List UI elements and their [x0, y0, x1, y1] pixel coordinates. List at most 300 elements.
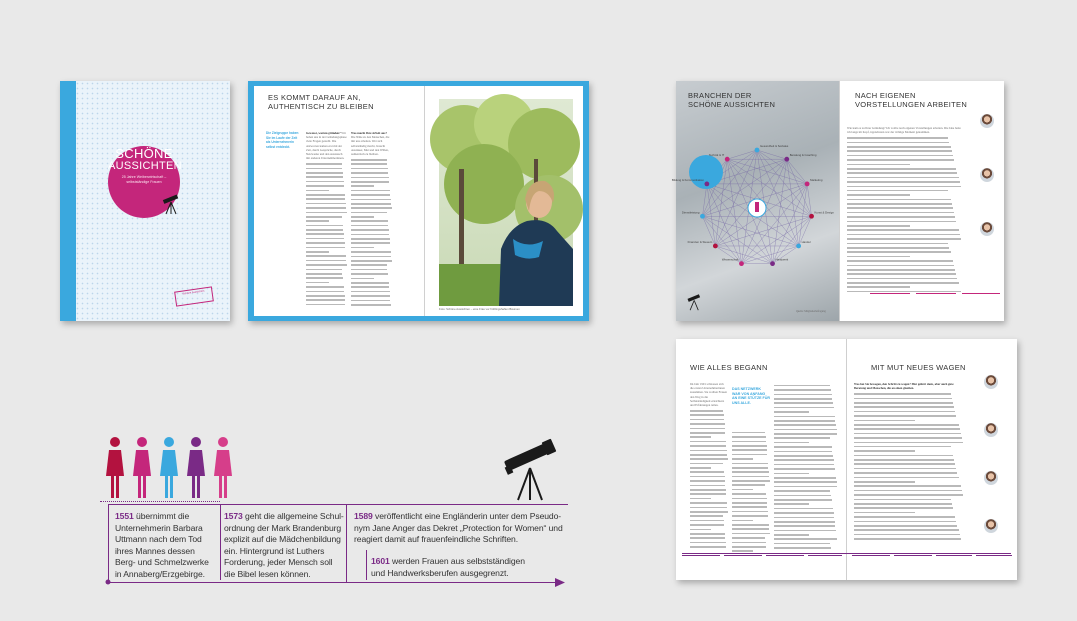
text-line	[854, 433, 961, 435]
timeline-year: 1573	[224, 511, 243, 521]
timeline-year: 1589	[354, 511, 373, 521]
text-line	[351, 159, 387, 161]
text-line	[690, 485, 725, 487]
spread2-body-lead: Wie kam es zu Ihrer Gründung? Ich wollte nach eigenen Vorstellungen arbeiten. Die Idee hatte ich lange im Kopf, irgendwann war der richtige Moment gekommen.	[847, 126, 961, 135]
text-line	[774, 464, 834, 466]
spread3-column-2	[732, 429, 770, 553]
timeline-base-axis	[108, 582, 558, 583]
text-line	[774, 490, 830, 492]
text-line	[774, 517, 834, 519]
text-line	[306, 207, 346, 209]
timeline-entry-1601	[371, 556, 571, 579]
spread2-heading-left-line-2: SCHÖNE AUSSICHTEN	[688, 99, 776, 109]
spread3-portrait-column	[966, 375, 1008, 555]
text-line	[854, 420, 915, 422]
diagram-node	[725, 157, 730, 162]
text-line	[854, 538, 961, 540]
text-line	[306, 212, 347, 214]
spread1-col2-filler	[351, 159, 392, 305]
timeline-text-line: nym Jane Anger das Dekret „Protection for Women“ und	[354, 522, 563, 533]
text-line	[690, 436, 711, 438]
text-line	[847, 190, 948, 192]
text-line	[351, 256, 391, 258]
timeline-text-line: Berg- und Schmelzwerke	[115, 557, 209, 567]
woman-figure-purple	[187, 437, 205, 498]
timeline-text-line: reagiert damit auf frauenfeindliche Schriften.	[354, 534, 519, 544]
text-line	[732, 449, 767, 451]
text-line	[847, 172, 957, 174]
text-line	[690, 480, 725, 482]
text-line	[351, 247, 374, 249]
text-line	[732, 467, 768, 469]
diagram-node-label: Dienstleistung	[681, 210, 700, 215]
text-line	[774, 385, 830, 387]
diagram-node	[704, 182, 709, 187]
text-line	[690, 520, 724, 522]
text-line	[854, 415, 956, 417]
spread1-column-2	[351, 131, 392, 307]
text-line	[732, 537, 765, 539]
text-line	[847, 238, 961, 240]
spread3-heading-left: WIE ALLES BEGANN	[690, 363, 768, 372]
text-line	[854, 490, 962, 492]
text-line	[690, 498, 711, 500]
spread-wie-alles-begann	[676, 339, 1017, 580]
text-line	[306, 247, 345, 249]
text-line	[732, 441, 766, 443]
text-line	[854, 428, 960, 430]
spread1-heading-line-2: AUTHENTISCH ZU BLEIBEN	[268, 101, 374, 111]
strip-box	[976, 555, 1012, 568]
text-line	[847, 177, 959, 179]
text-line	[306, 181, 344, 183]
strip-box	[852, 555, 890, 568]
text-line	[854, 481, 915, 483]
text-line	[732, 445, 767, 447]
text-line	[847, 168, 956, 170]
text-line	[732, 493, 766, 495]
diagram-connection	[715, 216, 811, 246]
spread1-heading	[268, 94, 388, 111]
text-line	[854, 512, 915, 514]
text-line	[306, 251, 329, 253]
text-line	[306, 198, 345, 200]
text-line	[351, 300, 390, 302]
diagram-node-label: Finanzen & Steuern	[687, 239, 713, 244]
spread2-portrait-column	[966, 114, 998, 304]
text-line	[732, 471, 769, 473]
text-line	[847, 234, 960, 236]
text-line	[847, 159, 954, 161]
text-line	[854, 393, 951, 395]
timeline-dotted-line	[100, 501, 220, 502]
text-line	[732, 498, 767, 500]
text-line	[847, 282, 959, 284]
text-line	[854, 525, 957, 527]
text-line	[774, 499, 832, 501]
text-line	[351, 203, 391, 205]
text-line	[847, 260, 953, 262]
text-line	[847, 137, 948, 139]
text-line	[774, 512, 834, 514]
timeline-marker	[108, 504, 109, 580]
text-line	[774, 508, 833, 510]
text-line	[774, 543, 830, 545]
portrait-photo	[439, 99, 573, 306]
text-line	[690, 507, 727, 509]
text-line	[847, 286, 910, 288]
text-line	[351, 234, 389, 236]
text-line	[690, 471, 724, 473]
page-fold	[424, 86, 425, 316]
diagram-node	[796, 244, 801, 249]
spread1-col2-text: Die Nähe zu den Menschen, die mit uns arbeiten. Wer sich selbstständig macht, braucht Ausdauer, Mut und den Willen, authentisch zu bleiben.	[351, 135, 390, 157]
text-line	[351, 242, 390, 244]
text-line	[306, 291, 344, 293]
text-line	[854, 503, 952, 505]
text-line	[854, 472, 957, 474]
text-line	[351, 220, 388, 222]
diagram-node	[755, 148, 760, 153]
text-line	[732, 520, 753, 522]
text-line	[847, 221, 956, 223]
brochure-cover	[60, 81, 230, 321]
portrait-avatar	[980, 222, 994, 236]
text-line	[847, 194, 910, 196]
text-line	[774, 389, 831, 391]
timeline-start-dot	[104, 578, 112, 586]
woman-figure-magenta	[214, 437, 232, 498]
text-line	[351, 185, 374, 187]
spread3-pull-quote: DAS NETZWERK WAR VON ANFANG AN EINE STÜTZE FÜR UNS ALLE.	[732, 387, 770, 405]
text-line	[351, 177, 389, 179]
spread1-intro: Die Zielgruppe haben Sie im Laufe der Zeit als Unternehmerin selbst entdeckt.	[266, 131, 299, 149]
spread3-heading-right: MIT MUT NEUES WAGEN	[871, 363, 966, 372]
text-line	[854, 424, 959, 426]
text-line	[306, 203, 346, 205]
text-line	[774, 455, 833, 457]
diagram-node	[809, 214, 814, 219]
text-line	[690, 489, 726, 491]
text-line	[351, 168, 388, 170]
timeline-text-line: ihres Mannes dessen	[115, 545, 195, 556]
text-line	[306, 260, 346, 262]
text-line	[774, 451, 832, 453]
strip-box	[894, 555, 932, 568]
text-line	[774, 459, 834, 461]
spread3-col1-filler	[690, 410, 728, 548]
text-line	[774, 437, 830, 439]
text-line	[732, 484, 765, 486]
diagram-node	[739, 261, 744, 266]
arrow-right-icon	[555, 578, 565, 587]
cover-title	[108, 147, 180, 173]
text-line	[690, 414, 724, 416]
text-line	[690, 467, 711, 469]
portrait-avatar	[984, 519, 998, 533]
spread1-heading-line-1: ES KOMMT DARAUF AN,	[268, 93, 361, 102]
text-line	[690, 524, 724, 526]
text-line	[690, 515, 723, 517]
text-line	[306, 216, 342, 218]
text-line	[854, 402, 953, 404]
text-line	[351, 190, 390, 192]
text-line	[351, 229, 389, 231]
text-line	[690, 419, 724, 421]
text-line	[306, 190, 329, 192]
text-line	[306, 238, 344, 240]
text-line	[854, 468, 956, 470]
text-line	[690, 493, 726, 495]
text-line	[351, 269, 387, 271]
text-line	[847, 212, 954, 214]
telescope-icon	[500, 438, 564, 502]
text-line	[732, 476, 769, 478]
text-line	[690, 511, 728, 513]
text-line	[306, 176, 343, 178]
text-line	[847, 269, 955, 271]
text-line	[351, 282, 389, 284]
portrait-avatar	[980, 168, 994, 182]
text-line	[351, 212, 387, 214]
text-line	[847, 186, 961, 188]
text-line	[774, 530, 836, 532]
text-line	[306, 220, 329, 222]
strip-box	[766, 555, 804, 568]
spread1-col2-lead: Was macht Ihre Arbeit aus?	[351, 131, 387, 135]
text-line	[847, 225, 910, 227]
timeline-text-line: in Annaberg/Erzgebirge.	[115, 568, 205, 579]
text-line	[690, 428, 725, 430]
text-line	[306, 269, 342, 271]
spread3-body-lead: Im Jahr 1991 schlossen sich die ersten Unternehmerinnen zusammen. Sie wollten Frauen den Weg in die Selbstständigkeit erleichtern und Erfahrungen teilen.	[690, 382, 727, 408]
spread2-heading-right	[855, 92, 975, 109]
text-line	[690, 445, 726, 447]
text-line	[732, 454, 767, 456]
text-line	[732, 489, 753, 491]
text-line	[847, 229, 959, 231]
diagram-connection	[757, 150, 787, 159]
text-line	[351, 199, 391, 201]
text-line	[854, 437, 962, 439]
text-line	[306, 242, 345, 244]
spread3-column-3	[774, 382, 838, 552]
text-line	[351, 172, 388, 174]
text-line	[306, 273, 342, 275]
diagram-node-label: Beratung & Coaching	[789, 153, 817, 158]
cover-title-line-1: SCHÖNE	[115, 146, 173, 161]
text-line	[690, 529, 711, 531]
photo-caption: Foto: Schöne Aussichten – eine Frau vor frühlingshaften Bäumen	[439, 307, 520, 311]
text-line	[690, 432, 725, 434]
text-line	[351, 194, 390, 196]
text-line	[306, 229, 343, 231]
spread1-column-1	[306, 131, 347, 307]
text-line	[351, 207, 392, 209]
text-line	[854, 455, 953, 457]
text-line	[351, 304, 391, 306]
text-line	[774, 495, 831, 497]
portrait-avatar	[984, 423, 998, 437]
timeline-entry-1589	[354, 511, 584, 546]
timeline-text-line: explizit auf die Mädchenbildung	[224, 534, 341, 544]
timeline-text-line: die Bibel lesen können.	[224, 568, 311, 579]
timeline-text-line: Unternehmerin Barbara	[115, 522, 203, 533]
timeline-text-line: Uttmann nach dem Tod	[115, 534, 202, 544]
spread2-heading-right-line-1: NACH EIGENEN	[855, 91, 916, 100]
text-line	[774, 503, 809, 505]
cover-spine-stripe	[60, 81, 76, 321]
text-line	[690, 410, 723, 412]
text-line	[847, 199, 951, 201]
text-line	[847, 251, 951, 253]
text-line	[306, 163, 342, 165]
text-line	[306, 264, 347, 266]
diagram-connection	[799, 184, 807, 246]
timeline-marker	[366, 550, 367, 580]
diagram-connection	[707, 184, 742, 264]
text-line	[854, 485, 961, 487]
spread2-body-text	[847, 126, 962, 296]
spread3-col2-filler	[732, 432, 770, 552]
diagram-connection	[787, 159, 807, 184]
text-line	[774, 433, 837, 435]
text-line	[854, 411, 955, 413]
text-line	[732, 436, 766, 438]
spread2-caption: Quelle: Mitgliederbefragung	[796, 310, 826, 313]
text-line	[774, 477, 836, 479]
text-line	[854, 521, 956, 523]
text-line	[690, 454, 727, 456]
diagram-node	[784, 157, 789, 162]
strip-box	[808, 555, 842, 568]
text-line	[774, 538, 837, 540]
spread-inner-page	[254, 86, 583, 316]
women-figures-group	[100, 436, 230, 500]
text-line	[690, 423, 725, 425]
text-line	[774, 534, 809, 536]
timeline-text-line: übernimmt die	[136, 511, 190, 521]
text-line	[847, 203, 952, 205]
text-line	[847, 207, 953, 209]
timeline-text-line: veröffentlicht eine Engländerin unter dem Pseudo-	[375, 511, 562, 521]
text-line	[351, 295, 390, 297]
text-line	[774, 442, 809, 444]
text-line	[306, 255, 346, 257]
text-line	[847, 142, 949, 144]
spread-interview-authentisch	[248, 81, 589, 321]
text-line	[774, 398, 832, 400]
spread1-col1-text: Wir haben uns in der Gründungsphase viele Fragen gestellt. Die Antworten kamen erst mit der Zeit, durch Gespräche, durch Netzwerke und den Austausch mit anderen Unternehmerinnen.	[306, 131, 347, 161]
text-line	[306, 172, 343, 174]
strip-box	[936, 555, 972, 568]
text-line	[854, 446, 951, 448]
text-line	[774, 424, 836, 426]
diagram-connection	[715, 150, 757, 246]
text-line	[732, 550, 753, 552]
telescope-icon	[686, 293, 704, 311]
spread3-timeline-strip	[676, 553, 1017, 577]
footnote-box	[962, 293, 1000, 306]
text-line	[732, 463, 768, 465]
text-line	[774, 521, 835, 523]
cover-stamp: Schöne Aussichten	[174, 286, 214, 306]
timeline-marker	[220, 504, 221, 580]
diagram-connection	[702, 216, 798, 246]
timeline-text-line: geht die allgemeine Schul-	[245, 511, 344, 521]
text-line	[854, 499, 951, 501]
text-line	[774, 525, 835, 527]
text-line	[306, 286, 344, 288]
diagram-connection	[707, 184, 715, 246]
text-line	[306, 168, 342, 170]
woman-figure-red	[106, 437, 124, 498]
text-line	[732, 515, 768, 517]
text-line	[351, 225, 388, 227]
diagram-connection	[727, 159, 811, 216]
text-line	[351, 260, 392, 262]
text-line	[774, 429, 837, 431]
text-line	[774, 481, 837, 483]
text-line	[774, 402, 833, 404]
diagram-node-label: Technik & IT	[708, 153, 725, 158]
telescope-icon	[161, 193, 183, 215]
text-line	[351, 251, 391, 253]
diagram-node	[805, 182, 810, 187]
spread1-col1-lead: Gewusst, warum gründen?	[306, 131, 341, 135]
text-line	[774, 420, 835, 422]
text-line	[306, 299, 345, 301]
text-line	[690, 458, 728, 460]
spread3-col3-filler	[774, 385, 838, 549]
portrait-avatar	[984, 375, 998, 389]
timeline-marker	[346, 504, 347, 582]
strip-rule	[682, 553, 1011, 554]
spread2-heading-left	[688, 92, 788, 109]
diagram-node	[770, 261, 775, 266]
spread3-right-lead: Was hat Sie bewogen, den Schritt zu wagen? Mut gehört dazu, aber auch gute Beratung und Menschen, die an einen glauben.	[854, 382, 954, 391]
timeline-text-line: ein. Hintergrund ist Luthers	[224, 545, 325, 556]
text-line	[854, 516, 955, 518]
text-line	[690, 537, 725, 539]
text-line	[690, 533, 725, 535]
text-line	[854, 529, 959, 531]
woman-figure-blue	[160, 437, 178, 498]
timeline-entry-1551	[115, 511, 219, 580]
text-line	[847, 216, 955, 218]
text-line	[847, 146, 951, 148]
text-line	[847, 278, 957, 280]
text-line	[774, 486, 837, 488]
diagram-node-label: Handwerk	[775, 257, 789, 262]
text-line	[306, 233, 344, 235]
text-line	[306, 304, 345, 306]
diagram-node-label: Handel	[801, 239, 811, 244]
text-line	[847, 273, 956, 275]
spread2-body-filler	[847, 137, 962, 292]
strip-box	[682, 555, 720, 568]
timeline-axis	[108, 504, 568, 505]
text-line	[854, 463, 955, 465]
spread2-heading-right-line-2: VORSTELLUNGEN ARBEITEN	[855, 99, 968, 109]
spread3-col4-filler	[854, 393, 964, 539]
diagram-node-label: Wissenschaft	[721, 257, 739, 262]
branchen-network-diagram	[671, 128, 834, 288]
text-line	[854, 477, 959, 479]
text-line	[351, 216, 374, 218]
text-line	[732, 432, 765, 434]
text-line	[690, 542, 726, 544]
